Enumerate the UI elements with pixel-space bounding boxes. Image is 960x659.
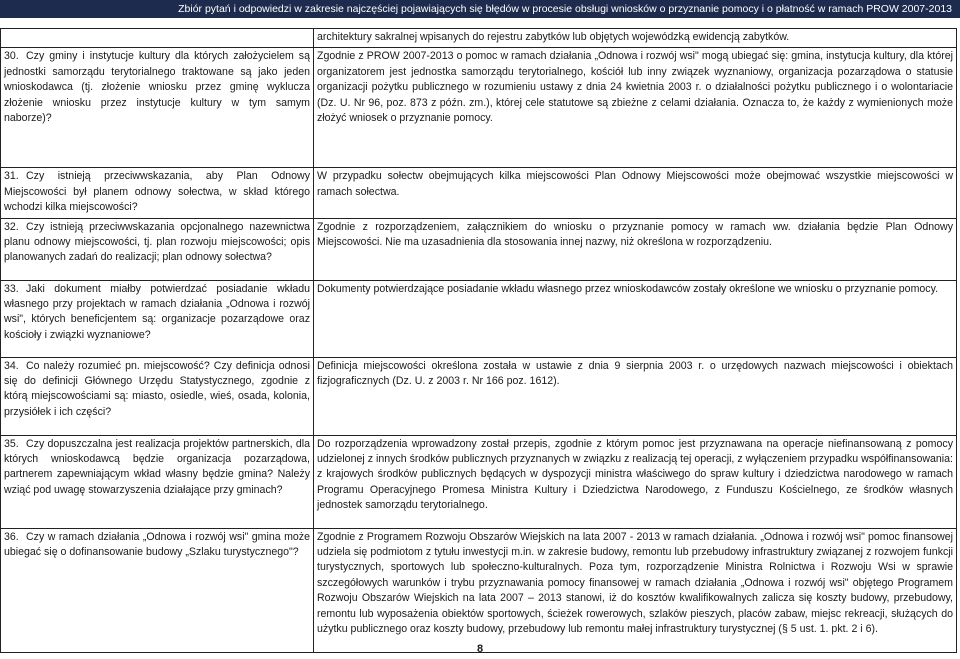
- question-cell: [1, 435, 314, 528]
- question-number: 34.: [4, 359, 19, 372]
- question-cell: [1, 357, 314, 435]
- question-number: 33.: [4, 282, 19, 295]
- table-row: [1, 218, 957, 280]
- answer-cell: [314, 357, 957, 435]
- answer-continuation-text: architektury sakralnej wpisanych do rejestru zabytków lub objętych wojewódzką ewidencją zabytków.: [317, 31, 790, 43]
- question-cell: [1, 280, 314, 357]
- answer-cell: [314, 528, 957, 652]
- question-text: Czy istnieją przeciwwskazania opcjonalnego nazewnictwa planu odnowy miejscowości, tj. plan rozwoju miejscowości; opis planowanych zadań do realizacji; plan odnowy sołectwa?: [4, 220, 310, 264]
- answer-text: Definicja miejscowości określona została w ustawie z dnia 9 sierpnia 2003 r. o urzędowych nazwach miejscowości i obiektach fizjograficznych (Dz. U. z 2003 r. Nr 166 poz. 1612).: [317, 359, 953, 388]
- question-text: Czy w ramach działania „Odnowa i rozwój wsi" gmina może ubiegać się o dofinansowanie budowy „Szlaku turystycznego"?: [4, 530, 310, 559]
- qa-table: [0, 28, 957, 653]
- question-text: Jaki dokument miałby potwierdzać posiadanie wkładu własnego przy projektach w ramach działania „Odnowa i rozwój wsi", których beneficjentem są: organizacje pozarządowe oraz kościoły i związki wyznaniowe?: [4, 282, 310, 341]
- question-cell: [1, 29, 314, 48]
- table-row: [1, 435, 957, 528]
- document-header: [0, 0, 960, 18]
- answer-cell: [314, 168, 957, 218]
- question-text: Czy gminy i instytucje kultury dla których założycielem są jednostki samorządu terytorialnego traktowane są jako jeden wnioskodawca (tj. złożenie wniosku przez gminę wyklucza złożenie wniosku przez instytucje kultury w tym samym naborze)?: [4, 50, 310, 125]
- page-number: 8: [476, 643, 484, 655]
- answer-cell: [314, 280, 957, 357]
- answer-text: Zgodnie z rozporządzeniem, załącznikiem do wniosku o przyznanie pomocy w ramach ww. działania będzie Plan Odnowy Miejscowości. Nie ma uzasadnienia dla stosowania innej nazwy, niż określona w rozporządzeniu.: [317, 220, 953, 249]
- answer-text: Zgodnie z PROW 2007-2013 o pomoc w ramach działania „Odnowa i rozwój wsi" mogą ubiegać się: gmina, instytucja kultury, dla której organizatorem jest jednostka samorządu terytorialnego, kościół lub inny związek wyznaniowy, organizacja pozarządowa o statusie organizacji pożytku publicznego w rozumieniu ustawy z dnia 24 kwietnia 2003 r. o działalności pożytku publicznego i o wolontariacie (Dz. U. Nr 96, poz. 873 z późn. zm.), której cele statutowe są zbieżne z celami działania. Oznacza to, że każdy z wymienionych może złożyć wniosek o przyznanie pomocy.: [317, 50, 953, 125]
- document-header-title: Zbiór pytań i odpowiedzi w zakresie najczęściej pojawiających się błędów w procesie obsługi wniosków o przyznanie pomocy i o płatność w ramach PROW 2007-2013: [178, 3, 952, 15]
- question-number: 31.: [4, 170, 19, 183]
- question-number: 30.: [4, 50, 19, 63]
- answer-text: Zgodnie z Programem Rozwoju Obszarów Wiejskich na lata 2007 - 2013 w ramach działania. „Odnowa i rozwój wsi" pomoc finansowej udziela się podmiotom z tytułu inwestycji m.in. w zakresie budowy, remontu lub przebudowy infrastruktury związanej z rozwojem funkcji turystycznych, sportowych lub społeczno-kulturalnych. Poza tym, rozporządzenie Ministra Rolnictwa i Rozwoju Wsi w sprawie szczegółowych warunków i trybu przyznawania pomocy finansowej w ramach działania „Odnowa i rozwój wsi" objętego Programem Rozwoju Obszarów Wiejskich na lata 2007 – 2013 stanowi, iż do kosztów kwalifikowalnych zalicza się koszty budowy, przebudowy, remontu lub wyposażenia obiektów sportowych, ścieżek rowerowych, szlaków pieszych, placów zabaw, miejsc rekreacji, służących do użytku publicznego oraz koszty budowy, przebudowy lub remontu małej infrastruktury turystycznej (§ 5 ust. 1. pkt. 2 i 6).: [317, 530, 953, 636]
- table-row: [1, 48, 957, 168]
- question-text: Czy dopuszczalna jest realizacja projektów partnerskich, dla których wnioskodawcą będzie organizacja pozarządowa, partnerem zapewniającym wkład własny będzie gmina? Należy wziąć pod uwagę stowarzyszenia działające przy gminach?: [4, 437, 310, 496]
- table-row: [1, 528, 957, 652]
- answer-text: Do rozporządzenia wprowadzony został przepis, zgodnie z którym pomoc jest przyznawana na operacje niefinansowaną z pomocy udzielonej z innych środków publicznych przyznanych w związku z realizacją tej operacji, z wyłączeniem przypadku współfinansowania: z krajowych środków publicznych będących w dyspozycji ministra właściwego do spraw kultury i dziedzictwa narodowego w ramach Programu Operacyjnego Promesa Ministra Kultury i Dziedzictwa Narodowego, z Funduszu Kościelnego, ze środków własnych jednostek samorządu terytorialnego.: [317, 437, 953, 512]
- answer-text: Dokumenty potwierdzające posiadanie wkładu własnego przez wnioskodawców zostały określone we wniosku o przyznanie pomocy.: [317, 282, 939, 295]
- answer-cell: [314, 218, 957, 280]
- question-cell: [1, 218, 314, 280]
- table-row-continuation: [1, 29, 957, 48]
- question-cell: [1, 48, 314, 168]
- question-number: 35.: [4, 437, 19, 450]
- answer-text: W przypadku sołectw obejmujących kilka miejscowości Plan Odnowy Miejscowości może obejmować wszystkie miejscowości w ramach sołectwa.: [317, 170, 953, 198]
- answer-cell: [314, 48, 957, 168]
- table-row: [1, 357, 957, 435]
- table-row: [1, 168, 957, 218]
- question-text: Czy istnieją przeciwwskazania, aby Plan Odnowy Miejscowości był planem odnowy sołectwa, w skład którego wchodzi kilka miejscowości?: [4, 170, 310, 214]
- question-text: Co należy rozumieć pn. miejscowość? Czy definicja odnosi się do definicji Głównego Urzędu Statystycznego, zgodnie z którą miejscowościami są: miasto, osiedle, wieś, osada, kolonia, przysiółek i ich części?: [4, 359, 310, 418]
- question-cell: [1, 168, 314, 218]
- answer-cell: [314, 435, 957, 528]
- question-number: 32.: [4, 220, 19, 233]
- table-row: [1, 280, 957, 357]
- question-number: 36.: [4, 530, 19, 543]
- question-cell: [1, 528, 314, 652]
- answer-cell: [314, 29, 957, 48]
